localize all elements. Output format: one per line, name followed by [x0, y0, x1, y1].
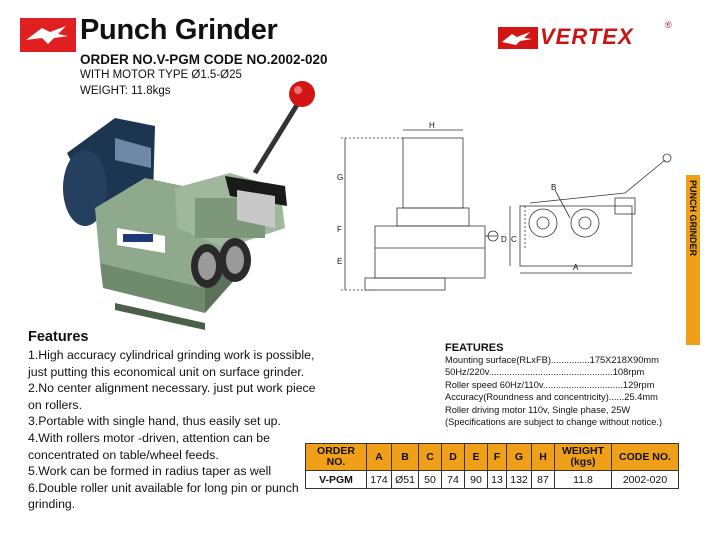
table-cell: 50: [419, 471, 442, 489]
col-header-d: D: [442, 444, 465, 471]
specs-heading: FEATURES: [445, 342, 504, 354]
dim-label-h: H: [429, 121, 435, 130]
feature-item: on rollers.: [28, 397, 82, 412]
col-header-c: C: [419, 444, 442, 471]
spec-item: Roller speed 60Hz/110v...............................129rpm: [445, 379, 655, 390]
spec-item: Mounting surface(RLxFB)...............175X218X90mm: [445, 355, 659, 365]
dim-label-f: F: [337, 225, 342, 234]
eagle-icon: [20, 18, 76, 52]
spec-item: 50Hz/220v................................................108rpm: [445, 367, 645, 378]
feature-item: grinding.: [28, 497, 76, 512]
col-header-code: CODE NO.: [612, 444, 679, 471]
feature-item: 3.Portable with single hand, thus easily set up.: [28, 414, 281, 429]
col-header-h: H: [532, 444, 555, 471]
col-header-g: G: [507, 444, 532, 471]
table-row: [306, 471, 679, 489]
table-cell: 13: [488, 471, 507, 489]
col-header-order: ORDER NO.: [306, 444, 367, 471]
dim-label-g: G: [337, 173, 344, 182]
eagle-icon: [498, 27, 538, 49]
eagle-logo: [20, 18, 76, 52]
spec-table: [305, 443, 679, 489]
spec-item: Roller driving motor 110v, Single phase, 25W: [445, 404, 631, 415]
col-header-b: B: [392, 444, 419, 471]
table-cell: 74: [442, 471, 465, 489]
feature-item: 4.With rollers motor -driven, attention can be: [28, 430, 270, 445]
col-header-weight: WEIGHT (kgs): [555, 444, 612, 471]
table-cell: 87: [532, 471, 555, 489]
feature-item: 2.No center alignment necessary. just put work piece: [28, 381, 316, 396]
technical-drawing: [325, 118, 680, 303]
feature-item: concentrated on table/wheel feeds.: [28, 447, 219, 462]
table-cell: 132: [507, 471, 532, 489]
dim-label-b: B: [551, 183, 557, 192]
registered-mark: ®: [665, 20, 672, 30]
feature-item: 1.High accuracy cylindrical grinding work is possible,: [28, 348, 315, 362]
dim-label-d: D: [501, 235, 507, 244]
features-heading: Features: [28, 329, 89, 345]
spec-item: Accuracy(Roundness and concentricity)......25.4mm: [445, 392, 658, 403]
table-cell: Ø51: [392, 471, 419, 489]
page-title: Punch Grinder: [80, 14, 278, 46]
spec-item: (Specifications are subject to change without notice.): [445, 417, 663, 428]
specs-list: [445, 354, 662, 428]
table-cell: 11.8: [555, 471, 612, 489]
feature-item: 6.Double roller unit available for long pin or punch: [28, 480, 299, 495]
motor-line: WITH MOTOR TYPE Ø1.5-Ø25: [80, 69, 242, 81]
sidebar-label: PUNCH GRINDER: [688, 180, 698, 257]
product-photo: [55, 78, 325, 333]
col-header-e: E: [465, 444, 488, 471]
col-header-f: F: [488, 444, 507, 471]
order-line: ORDER NO.V-PGM CODE NO.2002-020: [80, 52, 328, 67]
feature-item: 5.Work can be formed in radius taper as well: [28, 464, 272, 479]
table-header-row: [306, 444, 679, 471]
dim-label-a: A: [573, 263, 579, 272]
table-cell: 2002-020: [612, 471, 679, 489]
table-cell: V-PGM: [306, 471, 367, 489]
table-cell: 174: [367, 471, 392, 489]
dim-label-e: E: [337, 257, 343, 266]
brand-logo: VERTEX: [540, 24, 634, 49]
weight-line: WEIGHT: 11.8kgs: [80, 85, 171, 97]
features-list: [28, 347, 328, 513]
col-header-a: A: [367, 444, 392, 471]
table-cell: 90: [465, 471, 488, 489]
dim-label-c: C: [511, 235, 517, 244]
feature-item: just putting this economical unit on surface grinder.: [28, 364, 305, 379]
brand-logo-mark: [498, 27, 538, 49]
